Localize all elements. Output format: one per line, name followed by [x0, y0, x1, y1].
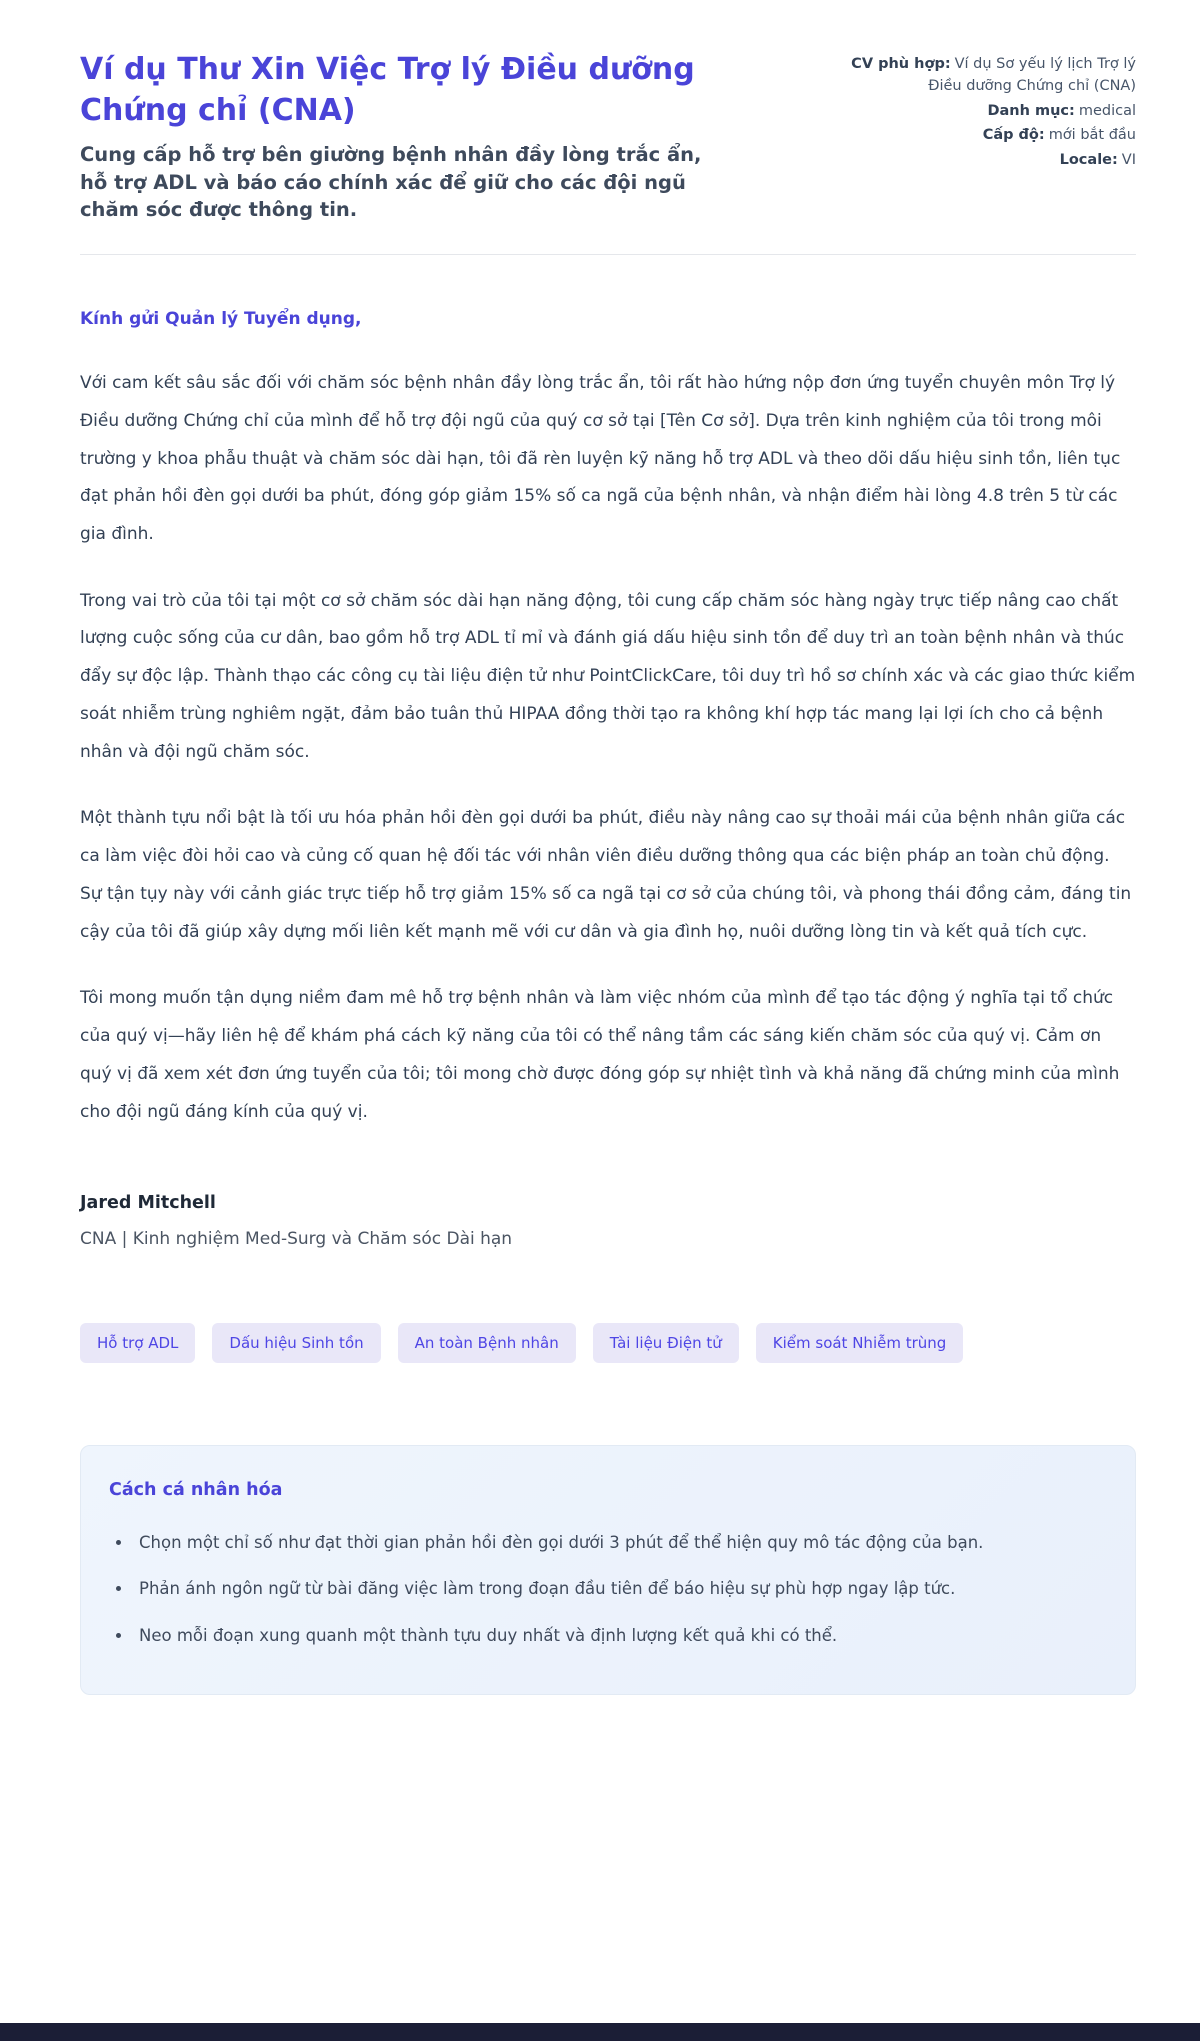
- skill-tag: Hỗ trợ ADL: [80, 1323, 195, 1363]
- meta-level-value: mới bắt đầu: [1048, 127, 1136, 144]
- footer-bar: [0, 2023, 1200, 2041]
- letter-paragraph-1: Với cam kết sâu sắc đối với chăm sóc bệnh nhân đầy lòng trắc ẩn, tôi rất hào hứng nộp đơn ứng tuyển chuyên môn Trợ lý Điều dưỡng Chứng chỉ của mình để hỗ trợ đội ngũ của quý cơ sở tại [Tên Cơ sở]. Dựa trên kinh nghiệm của tôi trong môi trường y khoa phẫu thuật và chăm sóc dài hạn, tôi đã rèn luyện kỹ năng hỗ trợ ADL và theo dõi dấu hiệu sinh tồn, liên tục đạt phản hồi đèn gọi dưới ba phút, đóng góp giảm 15% số ca ngã của bệnh nhân, và nhận điểm hài lòng 4.8 trên 5 từ các gia đình.: [80, 373, 1121, 544]
- meta-locale-value: VI: [1121, 152, 1136, 168]
- tip-item: • Neo mỗi đoạn xung quanh một thành tựu duy nhất và định lượng kết quả khi có thể.: [133, 1617, 1105, 1654]
- tip-item: • Chọn một chỉ số như đạt thời gian phản hồi đèn gọi dưới 3 phút để thể hiện quy mô tác động của bạn.: [133, 1524, 1105, 1561]
- tip-item: • Phản ánh ngôn ngữ từ bài đăng việc làm trong đoạn đầu tiên để báo hiệu sự phù hợp ngay lập tức.: [133, 1570, 1105, 1607]
- page-subtitle: Cung cấp hỗ trợ bên giường bệnh nhân đầy lòng trắc ẩn, hỗ trợ ADL và báo cáo chính xác để giữ cho các đội ngũ chăm sóc được thông tin.: [80, 143, 702, 222]
- tips-title: Cách cá nhân hóa: [109, 1480, 283, 1501]
- header-title-block: [80, 50, 720, 224]
- meta-level-label: Cấp độ:: [982, 127, 1045, 144]
- meta-category-value: medical: [1078, 102, 1136, 119]
- skill-tag: Dấu hiệu Sinh tồn: [212, 1323, 380, 1363]
- letter-greeting: Kính gửi Quản lý Tuyển dụng,: [80, 309, 362, 330]
- meta-category-label: Danh mục:: [987, 102, 1075, 119]
- tips-list: [109, 1524, 1105, 1653]
- header-divider: [80, 254, 1136, 255]
- signature-name: Jared Mitchell: [80, 1193, 216, 1214]
- meta-locale: [836, 150, 1136, 172]
- cover-letter-body: [80, 309, 1136, 1249]
- signature-block: [80, 1193, 1136, 1249]
- skill-tag: An toàn Bệnh nhân: [398, 1323, 576, 1363]
- skill-tags: [80, 1323, 1136, 1363]
- meta-level: [836, 125, 1136, 147]
- skill-tag: Kiểm soát Nhiễm trùng: [756, 1323, 964, 1363]
- meta-category: [836, 101, 1136, 123]
- signature-role: CNA | Kinh nghiệm Med-Surg và Chăm sóc Dài hạn: [80, 1229, 513, 1250]
- letter-paragraph-2: Trong vai trò của tôi tại một cơ sở chăm sóc dài hạn năng động, tôi cung cấp chăm sóc hàng ngày trực tiếp nâng cao chất lượng cuộc sống của cư dân, bao gồm hỗ trợ ADL tỉ mỉ và đánh giá dấu hiệu sinh tồn để duy trì an toàn bệnh nhân và thúc đẩy sự độc lập. Thành thạo các công cụ tài liệu điện tử như PointClickCare, tôi duy trì hồ sơ chính xác và các giao thức kiểm soát nhiễm trùng nghiêm ngặt, đảm bảo tuân thủ HIPAA đồng thời tạo ra không khí hợp tác mang lại lợi ích cho cả bệnh nhân và đội ngũ chăm sóc.: [80, 590, 1136, 762]
- meta-cv-match-label: CV phù hợp:: [851, 56, 951, 72]
- personalization-tips-box: [80, 1445, 1136, 1694]
- meta-cv-match: [836, 54, 1136, 98]
- letter-paragraph-4: Tôi mong muốn tận dụng niềm đam mê hỗ trợ bệnh nhân và làm việc nhóm của mình để tạo tác động ý nghĩa tại tổ chức của quý vị—hãy liên hệ để khám phá cách kỹ năng của tôi có thể nâng tầm các sáng kiến chăm sóc của quý vị. Cảm ơn quý vị đã xem xét đơn ứng tuyển của tôi; tôi mong chờ được đóng góp sự nhiệt tình và khả năng đã chứng minh của mình cho đội ngũ đáng kính của quý vị.: [80, 988, 1120, 1122]
- header: [80, 50, 1136, 224]
- meta-locale-label: Locale:: [1059, 152, 1118, 168]
- page-title: Ví dụ Thư Xin Việc Trợ lý Điều dưỡng Chứng chỉ (CNA): [80, 52, 695, 128]
- meta-cv-match-value: Ví dụ Sơ yếu lý lịch Trợ lý Điều dưỡng Chứng chỉ (CNA): [928, 56, 1136, 94]
- skill-tag: Tài liệu Điện tử: [593, 1323, 739, 1363]
- header-meta: [836, 50, 1136, 175]
- letter-paragraph-3: Một thành tựu nổi bật là tối ưu hóa phản hồi đèn gọi dưới ba phút, điều này nâng cao sự thoải mái của bệnh nhân giữa các ca làm việc đòi hỏi cao và củng cố quan hệ đối tác với nhân viên điều dưỡng thông qua các biện pháp an toàn chủ động. Sự tận tụy này với cảnh giác trực tiếp hỗ trợ giảm 15% số ca ngã tại cơ sở của chúng tôi, và phong thái đồng cảm, đáng tin cậy của tôi đã giúp xây dựng mối liên kết mạnh mẽ với cư dân và gia đình họ, nuôi dưỡng lòng tin và kết quả tích cực.: [80, 808, 1132, 942]
